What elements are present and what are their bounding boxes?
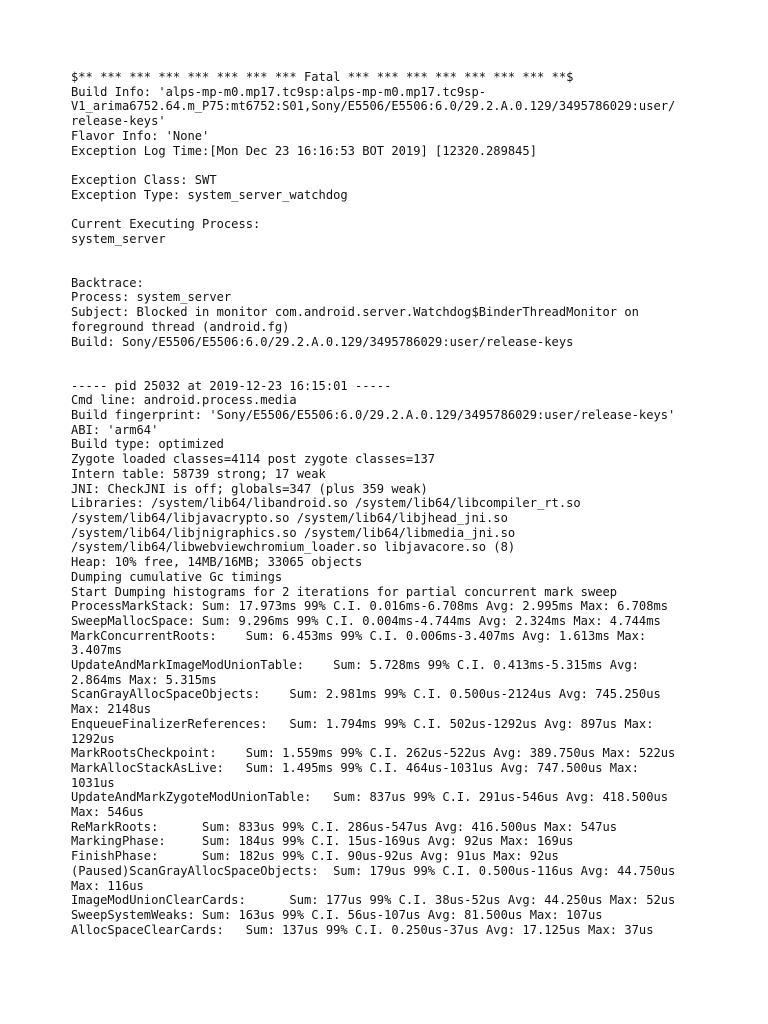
log-line: SweepMallocSpace: Sum: 9.296ms 99% C.I. 0.004ms-4.744ms Avg: 2.324ms Max: 4.744ms bbox=[71, 613, 661, 628]
log-line: Build: Sony/E5506/E5506:6.0/29.2.A.0.129/3495786029:user/release-keys bbox=[71, 334, 574, 349]
log-line: Process: system_server bbox=[71, 290, 232, 305]
log-line: FinishPhase: Sum: 182us 99% C.I. 90us-92us Avg: 91us Max: 92us bbox=[71, 849, 559, 864]
log-line: ReMarkRoots: Sum: 833us 99% C.I. 286us-547us Avg: 416.500us Max: 547us bbox=[71, 819, 618, 834]
log-line: V1_arima6752.64.m_P75:mt6752:S01,Sony/E5506/E5506:6.0/29.2.A.0.129/3495786029:user/ bbox=[71, 99, 676, 114]
log-line: Heap: 10% free, 14MB/16MB; 33065 objects bbox=[71, 555, 363, 570]
log-line: Max: 2148us bbox=[71, 702, 152, 717]
blank-line bbox=[71, 349, 731, 364]
log-line: JNI: CheckJNI is off; globals=347 (plus 359 weak) bbox=[71, 481, 428, 496]
log-line: Exception Log Time:[Mon Dec 23 16:16:53 BOT 2019] [12320.289845] bbox=[71, 143, 537, 158]
log-line: ProcessMarkStack: Sum: 17.973ms 99% C.I. 0.016ms-6.708ms Avg: 2.995ms Max: 6.708ms bbox=[71, 599, 669, 614]
log-line: (Paused)ScanGrayAllocSpaceObjects: Sum: 179us 99% C.I. 0.500us-116us Avg: 44.750us bbox=[71, 863, 676, 878]
log-line: MarkConcurrentRoots: Sum: 6.453ms 99% C.I. 0.006ms-3.407ms Avg: 1.613ms Max: bbox=[71, 628, 647, 643]
log-line: Libraries: /system/lib64/libandroid.so /system/lib64/libcompiler_rt.so bbox=[71, 496, 581, 511]
log-line: ABI: 'arm64' bbox=[71, 422, 159, 437]
log-line: Build type: optimized bbox=[71, 437, 224, 452]
log-line: UpdateAndMarkImageModUnionTable: Sum: 5.728ms 99% C.I. 0.413ms-5.315ms Avg: bbox=[71, 658, 639, 673]
log-line: foreground thread (android.fg) bbox=[71, 319, 290, 334]
log-line: Subject: Blocked in monitor com.android.server.Watchdog$BinderThreadMonitor on bbox=[71, 305, 639, 320]
log-line: Zygote loaded classes=4114 post zygote classes=137 bbox=[71, 452, 436, 467]
log-line: release-keys' bbox=[71, 114, 166, 129]
log-line: 1292us bbox=[71, 731, 115, 746]
log-line: Dumping cumulative Gc timings bbox=[71, 569, 283, 584]
log-line: ----- pid 25032 at 2019-12-23 16:15:01 ----- bbox=[71, 378, 392, 393]
blank-line bbox=[71, 364, 731, 379]
log-line: /system/lib64/libjavacrypto.so /system/lib64/libjhead_jni.so bbox=[71, 511, 508, 525]
log-line: Intern table: 58739 strong; 17 weak bbox=[71, 466, 326, 481]
log-line: Flavor Info: 'None' bbox=[71, 128, 210, 143]
log-line: Exception Type: system_server_watchdog bbox=[71, 187, 348, 202]
log-line: Max: 546us bbox=[71, 805, 144, 820]
log-line: 1031us bbox=[71, 775, 115, 790]
log-line: AllocSpaceClearCards: Sum: 137us 99% C.I. 0.250us-37us Avg: 17.125us Max: 37us bbox=[71, 922, 654, 937]
blank-line bbox=[71, 202, 731, 217]
log-document bbox=[71, 70, 731, 937]
log-line: Cmd line: android.process.media bbox=[71, 393, 297, 408]
log-line: EnqueueFinalizerReferences: Sum: 1.794ms 99% C.I. 502us-1292us Avg: 897us Max: bbox=[71, 716, 654, 731]
log-line: Current Executing Process: bbox=[71, 217, 261, 231]
log-line: 2.864ms Max: 5.315ms bbox=[71, 672, 217, 687]
log-line: system_server bbox=[71, 231, 166, 246]
log-line: $** *** *** *** *** *** *** *** Fatal *** *** *** *** *** *** *** **$ bbox=[71, 70, 574, 84]
blank-line bbox=[71, 158, 731, 173]
log-line: Build Info: 'alps-mp-m0.mp17.tc9sp:alps-mp-m0.mp17.tc9sp- bbox=[71, 84, 487, 99]
log-line: Build fingerprint: 'Sony/E5506/E5506:6.0/29.2.A.0.129/3495786029:user/release-keys' bbox=[71, 408, 676, 423]
log-line: MarkAllocStackAsLive: Sum: 1.495ms 99% C.I. 464us-1031us Avg: 747.500us Max: bbox=[71, 760, 639, 775]
log-line: Start Dumping histograms for 2 iterations for partial concurrent mark sweep bbox=[71, 584, 618, 599]
log-line: 3.407ms bbox=[71, 643, 122, 658]
log-line: ScanGrayAllocSpaceObjects: Sum: 2.981ms 99% C.I. 0.500us-2124us Avg: 745.250us bbox=[71, 687, 661, 702]
log-line: Exception Class: SWT bbox=[71, 172, 217, 187]
log-line: Max: 116us bbox=[71, 878, 144, 893]
log-line: MarkingPhase: Sum: 184us 99% C.I. 15us-169us Avg: 92us Max: 169us bbox=[71, 834, 574, 849]
log-line: SweepSystemWeaks: Sum: 163us 99% C.I. 56us-107us Avg: 81.500us Max: 107us bbox=[71, 907, 603, 922]
log-line: UpdateAndMarkZygoteModUnionTable: Sum: 837us 99% C.I. 291us-546us Avg: 418.500us bbox=[71, 790, 669, 805]
log-line: MarkRootsCheckpoint: Sum: 1.559ms 99% C.I. 262us-522us Avg: 389.750us Max: 522us bbox=[71, 746, 676, 761]
blank-line bbox=[71, 261, 731, 276]
blank-line bbox=[71, 246, 731, 261]
log-line: /system/lib64/libwebviewchromium_loader.so libjavacore.so (8) bbox=[71, 540, 516, 555]
log-line: ImageModUnionClearCards: Sum: 177us 99% C.I. 38us-52us Avg: 44.250us Max: 52us bbox=[71, 893, 676, 908]
log-line: /system/lib64/libjnigraphics.so /system/lib64/libmedia_jni.so bbox=[71, 525, 516, 540]
log-line: Backtrace: bbox=[71, 275, 144, 290]
